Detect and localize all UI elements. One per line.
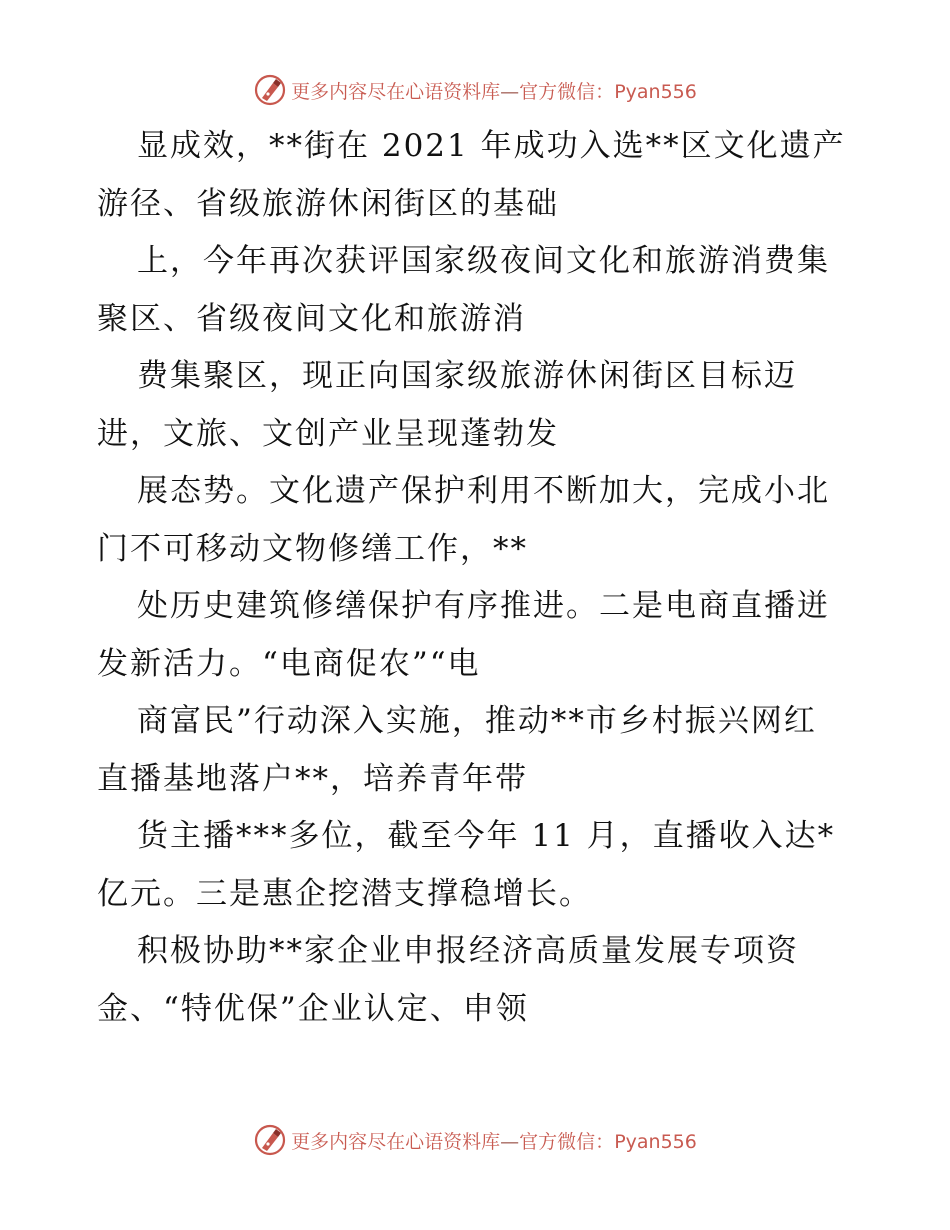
body-line: 商富民”行动深入实施，推动**市乡村振兴网红 <box>137 703 817 739</box>
pen-nib-logo-icon <box>253 73 287 107</box>
footer-wechat-label: 官方微信： <box>519 1130 615 1153</box>
header-wechat-label: 官方微信： <box>519 80 615 103</box>
body-line: 亿元。三是惠企挖潜支撑稳增长。 <box>97 875 592 912</box>
document-body <box>97 118 857 1038</box>
body-line: 金、“特优保”企业认定、申领 <box>97 990 529 1027</box>
header-site-text: 更多内容尽在心语资料库 <box>291 80 501 103</box>
body-line: 显成效，**街在 2021 年成功入选**区文化遗产 <box>137 128 846 164</box>
body-line: 聚区、省级夜间文化和旅游消 <box>97 300 526 337</box>
body-line: 货主播***多位，截至今年 11 月，直播收入达* <box>137 818 836 854</box>
body-line: 展态势。文化遗产保护利用不断加大，完成小北 <box>137 473 830 509</box>
body-line: 游径、省级旅游休闲街区的基础 <box>97 185 559 222</box>
footer-separator: — <box>500 1130 520 1153</box>
body-line: 费集聚区，现正向国家级旅游休闲街区目标迈 <box>137 358 797 394</box>
footer-banner-text <box>291 1127 697 1154</box>
header-watermark-banner <box>0 70 950 110</box>
body-line: 积极协助**家企业申报经济高质量发展专项资 <box>137 933 799 969</box>
footer-watermark-banner <box>0 1120 950 1160</box>
pen-nib-logo-icon <box>253 1123 287 1157</box>
body-line: 上，今年再次获评国家级夜间文化和旅游消费集 <box>137 243 830 279</box>
header-separator: — <box>500 80 520 103</box>
body-line: 进，文旅、文创产业呈现蓬勃发 <box>97 415 559 452</box>
body-line: 发新活力。“电商促农”“电 <box>97 645 481 682</box>
header-wechat-id: Pyan556 <box>614 80 697 103</box>
body-line: 处历史建筑修缮保护有序推进。二是电商直播迸 <box>137 588 830 624</box>
header-banner-text <box>291 77 697 104</box>
body-line: 直播基地落户**，培养青年带 <box>97 760 528 797</box>
footer-site-text: 更多内容尽在心语资料库 <box>291 1130 501 1153</box>
body-line: 门不可移动文物修缮工作，** <box>97 530 528 567</box>
footer-wechat-id: Pyan556 <box>614 1130 697 1153</box>
